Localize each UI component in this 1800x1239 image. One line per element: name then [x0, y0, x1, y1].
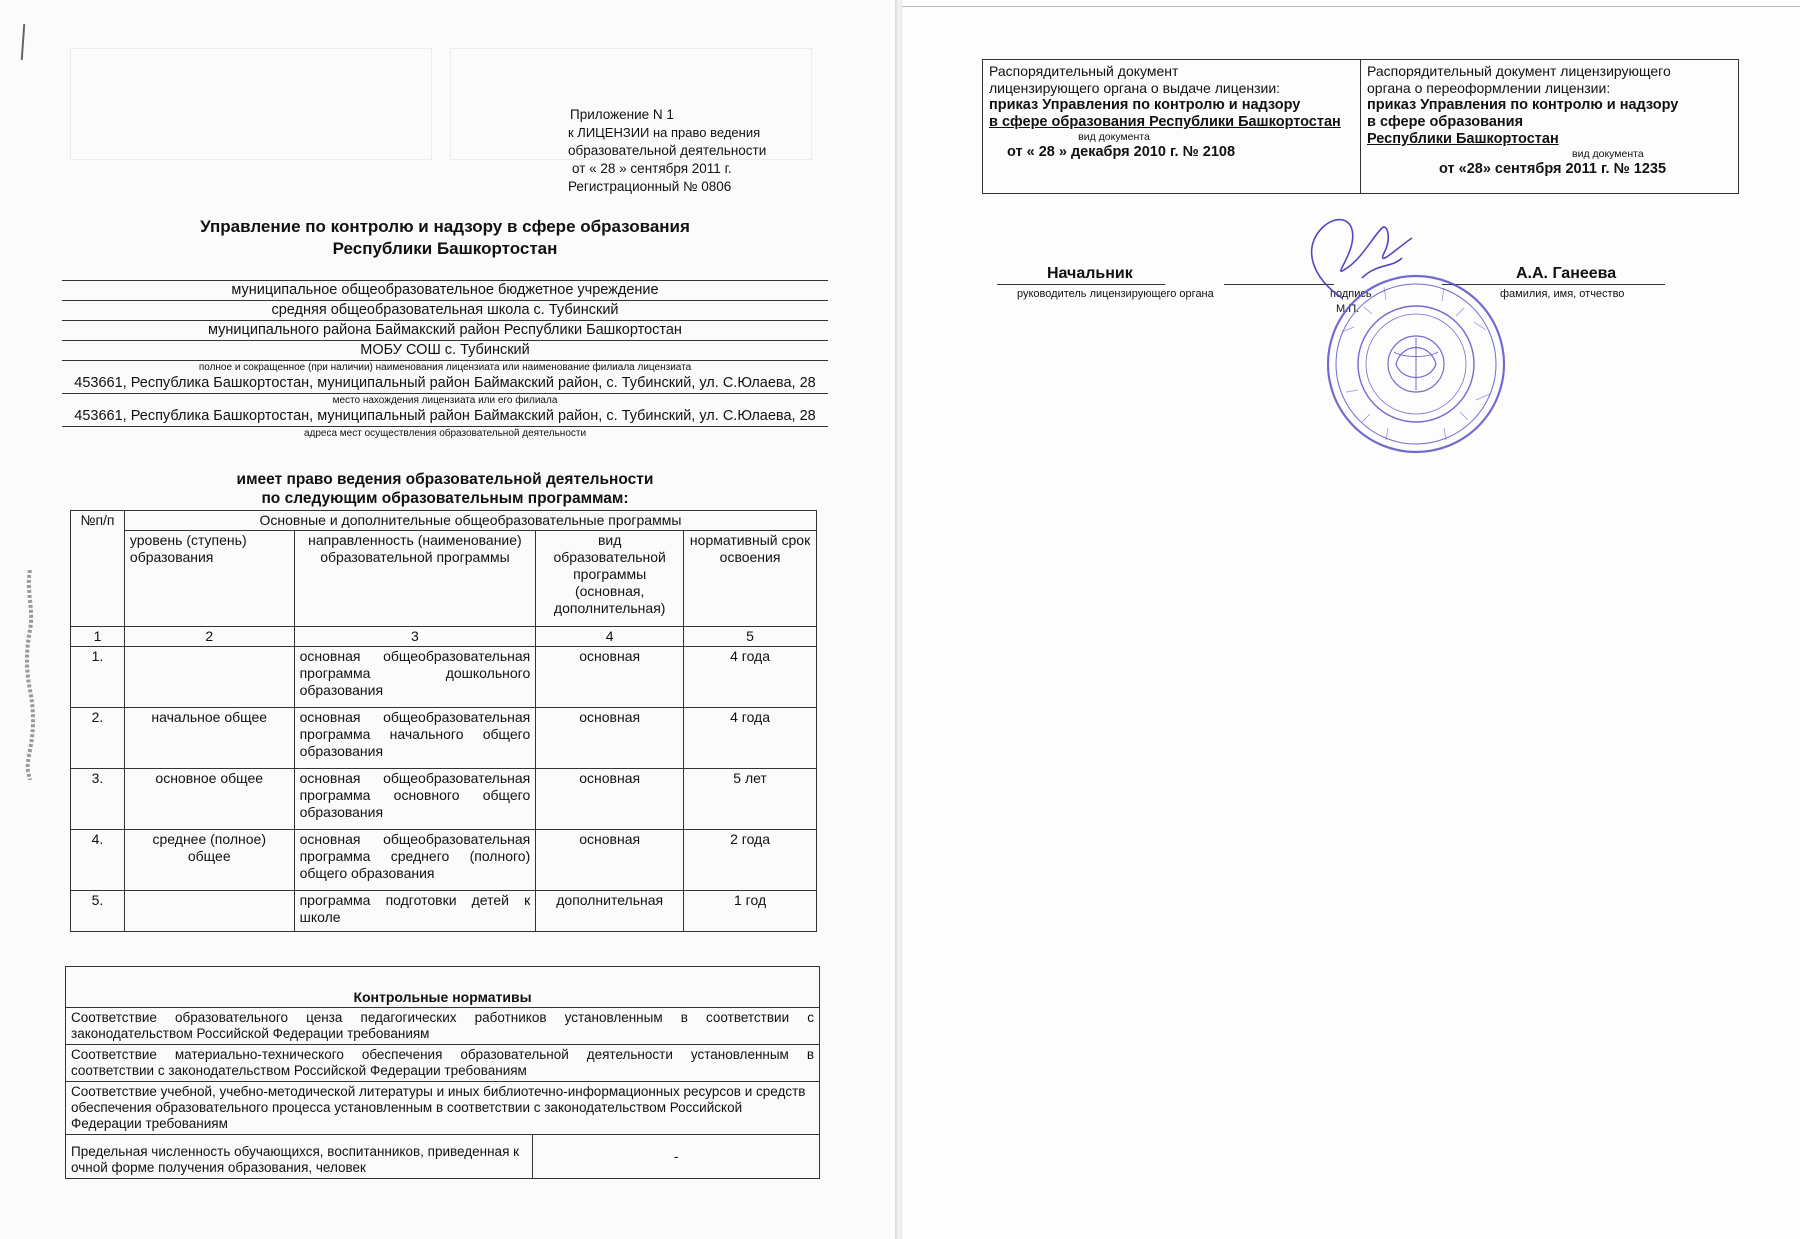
row-level: начальное общее [124, 708, 294, 769]
licensee-name-line: средняя общеобразовательная школа с. Тубинский [62, 301, 828, 321]
position-underline [997, 284, 1165, 285]
control-norm-item: Соответствие материально-технического обеспечения образовательной деятельности установленным в соответствии с законодательством Российской Федерации требованиям [66, 1045, 820, 1082]
right-page [902, 0, 1800, 1239]
row-num: 4. [71, 830, 125, 891]
col-direction-header: направленность (наименование) образовательной программы [294, 531, 536, 627]
index-cell: 5 [684, 627, 817, 647]
reissue-order-date: от «28» сентября 2011 г. № 1235 [1439, 161, 1667, 177]
reissue-order: приказ Управления по контролю и надзору [1367, 97, 1679, 113]
student-limit-value: - [533, 1135, 820, 1179]
row-direction: основная общеобразовательная программа дошкольного образования [294, 647, 536, 708]
table-row [71, 647, 817, 708]
row-num: 3. [71, 769, 125, 830]
authority-line: Республики Башкортостан [332, 239, 558, 258]
table-subheader-row [71, 531, 817, 627]
issue-label: Распорядительный документ [989, 63, 1179, 79]
row-level: среднее (полное) общее [124, 830, 294, 891]
official-seal-stamp [1324, 272, 1509, 457]
row-kind: дополнительная [536, 891, 684, 932]
issue-document-cell [983, 60, 1361, 194]
licensee-short-name: МОБУ СОШ с. Тубинский [62, 341, 828, 361]
row-kind: основная [536, 769, 684, 830]
row-kind: основная [536, 647, 684, 708]
row-kind: основная [536, 830, 684, 891]
licensing-authority-title [130, 216, 760, 260]
col-level-header: уровень (ступень) образования [124, 531, 294, 627]
activity-address: 453661, Республика Башкортостан, муниципальный район Баймакский район, с. Тубинский, ул. С.Юлаева, 28 [62, 407, 828, 427]
group-header: Основные и дополнительные общеобразовательные программы [124, 511, 816, 531]
annex-line: от « 28 » сентября 2011 г. [572, 161, 732, 176]
annex-line: Регистрационный № 0806 [568, 179, 732, 194]
issue-order: приказ Управления по контролю и надзору [989, 97, 1301, 113]
left-page [0, 0, 897, 1239]
issue-label: лицензирующего органа о выдаче лицензии: [989, 80, 1281, 96]
reissue-label: Распорядительный документ лицензирующего [1367, 63, 1671, 79]
position-caption: руководитель лицензирующего органа [1017, 288, 1214, 300]
control-norms-table [65, 966, 820, 1179]
reissue-order: Республики Башкортостан [1367, 131, 1559, 147]
index-cell: 2 [124, 627, 294, 647]
row-direction: основная общеобразовательная программа среднего (полного) общего образования [294, 830, 536, 891]
annex-line: образовательной деятельности [568, 143, 767, 158]
reissue-label: органа о переоформлении лицензии: [1367, 80, 1611, 96]
licensee-name-line: муниципальное общеобразовательное бюджетное учреждение [62, 280, 828, 301]
programs-table [70, 510, 817, 932]
binding-cord [24, 570, 36, 780]
seal-caption: М.П. [1336, 303, 1360, 315]
row-term: 1 год [684, 891, 817, 932]
row-direction: основная общеобразовательная программа основного общего образования [294, 769, 536, 830]
issue-order-date: от « 28 » декабря 2010 г. № 2108 [1007, 144, 1236, 160]
control-norms-title: Контрольные нормативы [66, 967, 820, 1008]
table-header-row [71, 511, 817, 531]
signature-caption: подпись [1330, 288, 1372, 300]
col-term-header: нормативный срок освоения [684, 531, 817, 627]
right-statement-line: по следующим образовательным программам: [261, 490, 629, 507]
right-statement-line: имеет право ведения образовательной деятельности [236, 471, 654, 488]
table-row [71, 708, 817, 769]
row-level: основное общее [124, 769, 294, 830]
authority-line: Управление по контролю и надзору в сфере образования [200, 217, 690, 236]
reissue-document-cell [1361, 60, 1739, 194]
row-term: 4 года [684, 708, 817, 769]
row-level [124, 647, 294, 708]
location-caption: место нахождения лицензиата или его филиала [332, 395, 558, 406]
licensee-name-line: муниципального района Баймакский район Республики Башкортостан [62, 321, 828, 341]
index-cell: 4 [536, 627, 684, 647]
show-through-left [70, 48, 432, 160]
control-norm-item: Соответствие образовательного ценза педагогических работников установленным в соответствии с законодательством Российской Федерации требованиям [66, 1008, 820, 1045]
row-num: 1. [71, 647, 125, 708]
licensee-name-caption: полное и сокращенное (при наличии) наименования лицензиата или наименование филиала лицензиата [198, 362, 692, 373]
row-term: 2 года [684, 830, 817, 891]
licensee-location: 453661, Республика Башкортостан, муниципальный район Баймакский район, с. Тубинский, ул. С.Юлаева, 28 [62, 374, 828, 394]
index-cell: 3 [294, 627, 536, 647]
signer-name: А.А. Ганеева [1516, 265, 1617, 282]
top-edge [902, 6, 1800, 7]
row-num: 5. [71, 891, 125, 932]
annex-line: Приложение N 1 [570, 107, 674, 122]
table-row [71, 769, 817, 830]
row-direction: программа подготовки детей к школе [294, 891, 536, 932]
name-caption: фамилия, имя, отчество [1500, 288, 1625, 300]
annex-header [568, 106, 798, 196]
col-num-header: №п/п [71, 511, 125, 627]
issue-order: в сфере образования Республики Башкортостан [989, 114, 1341, 130]
issue-doc-kind-caption: вид документа [1078, 131, 1150, 143]
table-row [71, 830, 817, 891]
row-direction: основная общеобразовательная программа начального общего образования [294, 708, 536, 769]
table-index-row [71, 627, 817, 647]
row-term: 5 лет [684, 769, 817, 830]
student-limit-label: Предельная численность обучающихся, воспитанников, приведенная к очной форме получения образования, человек [66, 1135, 533, 1179]
table-row [71, 891, 817, 932]
licensee-fields [62, 280, 828, 440]
margin-mark [21, 24, 26, 60]
annex-line: к ЛИЦЕНЗИИ на право ведения [568, 125, 761, 140]
right-statement [160, 470, 730, 508]
control-norm-item: Соответствие учебной, учебно-методической литературы и иных библиотечно-информационных ресурсов и средств обеспечения образовательного процесса установленным в соответствии с законодательством Российской Федерации требованиям [66, 1082, 820, 1135]
col-kind-header: вид образовательной программы (основная, дополнительная) [536, 531, 684, 627]
row-kind: основная [536, 708, 684, 769]
row-term: 4 года [684, 647, 817, 708]
reissue-doc-kind-caption: вид документа [1572, 148, 1644, 160]
row-num: 2. [71, 708, 125, 769]
reissue-order: в сфере образования [1367, 114, 1524, 130]
activity-address-caption: адреса мест осуществления образовательной деятельности [303, 428, 587, 439]
order-documents-table [982, 59, 1739, 194]
position-title: Начальник [1047, 265, 1133, 282]
row-level [124, 891, 294, 932]
index-cell: 1 [71, 627, 125, 647]
